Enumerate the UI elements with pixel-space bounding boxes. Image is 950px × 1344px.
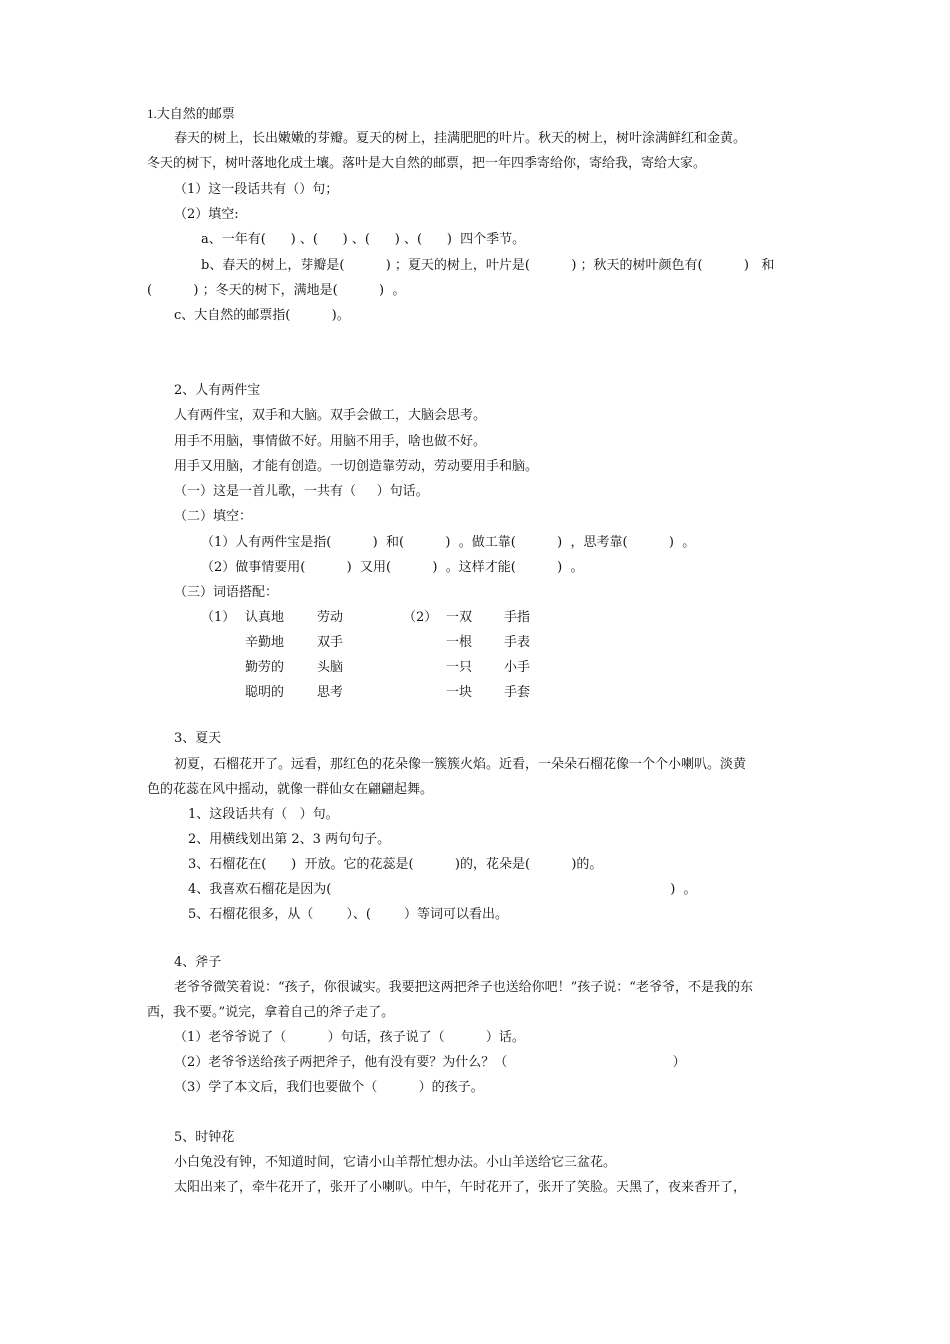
- matching-right-target: 小手: [504, 660, 531, 675]
- section-1-question-b-line-1: b、春天的树上，芽瓣是( ) ；夏天的树上，叶片是( ) ；秋天的树叶颜色有( ) 和: [201, 258, 775, 273]
- matching-right-target: 手指: [504, 610, 531, 625]
- matching-left-target: 思考: [317, 685, 344, 700]
- section-1-question-c: c、大自然的邮票指( )。: [174, 308, 350, 323]
- matching-group-1-marker: （1）: [201, 610, 236, 625]
- section-2-question-1: （一）这是一首儿歌，一共有（ ）句话。: [174, 484, 429, 499]
- section-3-question-5: 5、石榴花很多，从（ ）、( ）等词可以看出。: [188, 907, 508, 922]
- section-2-question-2-1: （1）人有两件宝是指( ) 和( ) 。做工靠( ) ，思考靠( ) 。: [201, 535, 696, 550]
- matching-right-word: 一只: [446, 660, 473, 675]
- section-2-line-2: 用手不用脑，事情做不好。用脑不用手，啥也做不好。: [174, 434, 487, 449]
- section-5-paragraph-line-1: 小白兔没有钟，不知道时间，它请小山羊帮忙想办法。小山羊送给它三盆花。: [174, 1155, 617, 1170]
- section-2-question-3: （三）词语搭配：: [174, 585, 279, 600]
- section-1-question-a: a、一年有( ) 、( ) 、( ) 、( ) 四个季节。: [201, 232, 526, 247]
- section-3-paragraph-line-2: 色的花蕊在风中摇动，就像一群仙女在翩翩起舞。: [147, 782, 434, 797]
- matching-right-word: 一块: [446, 685, 473, 700]
- section-4-question-1: （1）老爷爷说了（ ）句话，孩子说了（ ）话。: [174, 1030, 525, 1045]
- matching-right-target: 手套: [504, 685, 531, 700]
- section-2-question-2-2: （2）做事情要用( ) 又用( ) 。这样才能( ) 。: [201, 560, 584, 575]
- section-1-title: 1.大自然的邮票: [147, 106, 235, 121]
- matching-right-word: 一双: [446, 610, 473, 625]
- matching-group-2-marker: （2）: [403, 610, 438, 625]
- section-3-title: 3、夏天: [174, 731, 222, 746]
- section-2-line-3: 用手又用脑，才能有创造。一切创造靠劳动，劳动要用手和脑。: [174, 459, 539, 474]
- section-2-line-1: 人有两件宝，双手和大脑。双手会做工，大脑会思考。: [174, 408, 487, 423]
- section-4-paragraph-line-1: 老爷爷微笑着说：“孩子，你很诚实。我要把这两把斧子也送给你吧！”孩子说：“老爷爷，不是我的东: [174, 980, 753, 995]
- section-4-paragraph-line-2: 西，我不要。”说完，拿着自己的斧子走了。: [147, 1005, 395, 1020]
- section-3-question-3: 3、石榴花在( ) 开放。它的花蕊是( )的，花朵是( )的。: [188, 857, 603, 872]
- section-1-question-2: （2）填空:: [174, 207, 239, 222]
- matching-left-word: 辛勤地: [245, 635, 285, 650]
- section-4-question-3: （3）学了本文后，我们也要做个（ ）的孩子。: [174, 1080, 484, 1095]
- matching-left-target: 头脑: [317, 660, 344, 675]
- matching-right-target: 手表: [504, 635, 531, 650]
- section-3-paragraph-line-1: 初夏，石榴花开了。远看，那红色的花朵像一簇簇火焰。近看，一朵朵石榴花像一个个小喇叭。淡黄: [174, 757, 747, 772]
- section-1-paragraph-line-2: 冬天的树下，树叶落地化成土壤。落叶是大自然的邮票，把一年四季寄给你，寄给我，寄给大家。: [147, 156, 707, 171]
- section-1-question-b-line-2: ( ) ；冬天的树下，满地是( ) 。: [147, 283, 406, 298]
- section-1-question-1: （1）这一段话共有（）句；: [174, 182, 339, 197]
- section-2-question-2: （二）填空：: [174, 509, 253, 524]
- matching-left-word: 认真地: [245, 610, 285, 625]
- section-3-question-2: 2、用横线划出第 2、3 两句句子。: [188, 832, 391, 847]
- matching-left-target: 劳动: [317, 610, 344, 625]
- section-5-title: 5、时钟花: [174, 1130, 235, 1145]
- section-4-question-2: （2）老爷爷送给孩子两把斧子，他有没有要？为什么？（ ）: [174, 1055, 686, 1070]
- section-1-paragraph-line-1: 春天的树上，长出嫩嫩的芽瓣。夏天的树上，挂满肥肥的叶片。秋天的树上，树叶涂满鲜红和金黄。: [174, 131, 747, 146]
- section-3-question-4: 4、我喜欢石榴花是因为( ) 。: [188, 882, 697, 897]
- matching-left-word: 勤劳的: [245, 660, 285, 675]
- matching-left-target: 双手: [317, 635, 344, 650]
- section-4-title: 4、斧子: [174, 955, 222, 970]
- section-5-paragraph-line-2: 太阳出来了，牵牛花开了，张开了小喇叭。中午，午时花开了，张开了笑脸。天黑了，夜来香开了，: [174, 1180, 747, 1195]
- matching-left-word: 聪明的: [245, 685, 285, 700]
- section-2-title: 2、人有两件宝: [174, 383, 261, 398]
- section-3-question-1: 1、这段话共有（ ）句。: [188, 807, 339, 822]
- matching-right-word: 一根: [446, 635, 473, 650]
